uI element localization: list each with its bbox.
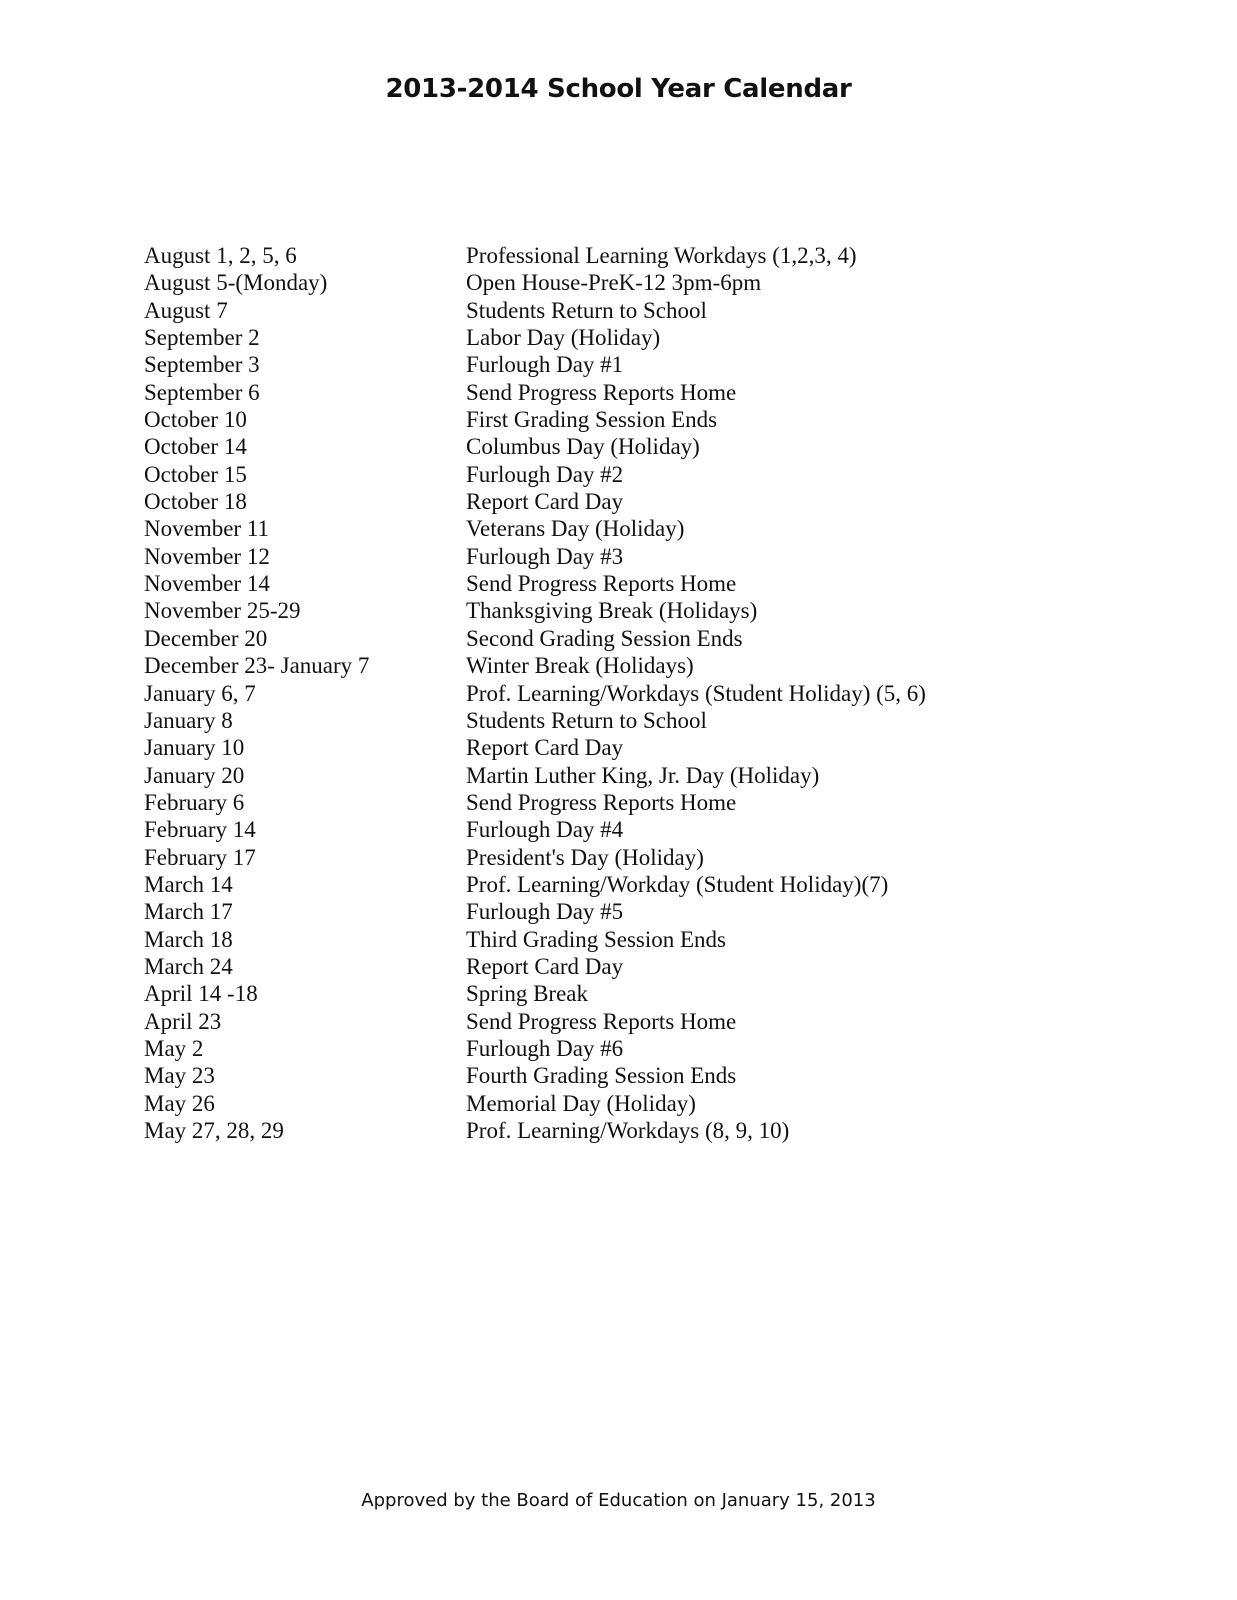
calendar-event: Send Progress Reports Home: [466, 1008, 737, 1034]
calendar-event: Furlough Day #4: [466, 817, 624, 843]
page-title: 2013-2014 School Year Calendar: [385, 74, 852, 104]
calendar-event: Furlough Day #3: [466, 543, 624, 569]
calendar-row: [144, 1035, 926, 1062]
calendar-event: Memorial Day (Holiday): [466, 1090, 696, 1116]
calendar-date: November 12: [144, 543, 270, 569]
calendar-event: Report Card Day: [466, 953, 624, 979]
calendar-event: Columbus Day (Holiday): [466, 434, 700, 460]
calendar-date: November 11: [144, 516, 269, 542]
calendar-event: Prof. Learning/Workdays (Student Holiday) (5, 6): [466, 680, 926, 706]
calendar-event: Students Return to School: [466, 707, 707, 733]
calendar-event: Fourth Grading Session Ends: [466, 1063, 737, 1089]
calendar-row: [144, 680, 926, 707]
calendar-date: May 2: [144, 1035, 204, 1061]
calendar-row: [144, 625, 926, 652]
calendar-date: April 23: [144, 1008, 222, 1034]
calendar-row: [144, 898, 926, 925]
calendar-row: [144, 515, 926, 542]
calendar-row: [144, 597, 926, 624]
calendar-row: [144, 789, 926, 816]
calendar-row: [144, 734, 926, 761]
calendar-event: Veterans Day (Holiday): [466, 516, 685, 542]
calendar-event: Send Progress Reports Home: [466, 379, 737, 405]
calendar-row: [144, 351, 926, 378]
calendar-row: [144, 324, 926, 351]
calendar-date: October 10: [144, 407, 247, 433]
calendar-event: First Grading Session Ends: [466, 407, 718, 433]
calendar-row: [144, 816, 926, 843]
calendar-event: President's Day (Holiday): [466, 844, 704, 870]
calendar-event: Open House-PreK-12 3pm-6pm: [466, 270, 762, 296]
calendar-date: May 23: [144, 1063, 215, 1089]
calendar-date: September 6: [144, 379, 260, 405]
calendar-event: Furlough Day #6: [466, 1035, 624, 1061]
calendar-event: Furlough Day #2: [466, 461, 624, 487]
calendar-event: Furlough Day #1: [466, 352, 624, 378]
calendar-event: Students Return to School: [466, 297, 707, 323]
calendar-row: [144, 543, 926, 570]
calendar-row: [144, 297, 926, 324]
calendar-event: Winter Break (Holidays): [466, 653, 694, 679]
calendar-date: February 6: [144, 789, 245, 815]
calendar-date: October 18: [144, 489, 247, 515]
calendar-row: [144, 926, 926, 953]
calendar-row: [144, 1090, 926, 1117]
calendar-event: Labor Day (Holiday): [466, 325, 661, 351]
calendar-row: [144, 242, 926, 269]
calendar-event: Thanksgiving Break (Holidays): [466, 598, 758, 624]
calendar-date: September 2: [144, 325, 260, 351]
calendar-date: August 5-(Monday): [144, 270, 328, 296]
calendar-event: Report Card Day: [466, 489, 624, 515]
calendar-row: [144, 1062, 926, 1089]
calendar-date: February 14: [144, 817, 256, 843]
calendar-date: April 14 -18: [144, 981, 258, 1007]
calendar-event: Spring Break: [466, 981, 589, 1007]
calendar-row: [144, 406, 926, 433]
calendar-event: Prof. Learning/Workdays (8, 9, 10): [466, 1118, 790, 1143]
calendar-date: November 25-29: [144, 598, 301, 624]
calendar-date: January 8: [144, 707, 233, 733]
calendar-row: [144, 379, 926, 406]
calendar-date: January 10: [144, 735, 245, 761]
calendar-row: [144, 1117, 926, 1144]
calendar-date: March 17: [144, 899, 233, 925]
calendar-row: [144, 433, 926, 460]
calendar-event: Send Progress Reports Home: [466, 571, 737, 597]
calendar-row: [144, 461, 926, 488]
calendar-row: [144, 953, 926, 980]
calendar-event: Second Grading Session Ends: [466, 625, 743, 651]
calendar-date: February 17: [144, 844, 256, 870]
calendar-list: [144, 242, 926, 1144]
calendar-date: November 14: [144, 571, 270, 597]
calendar-row: [144, 652, 926, 679]
calendar-row: [144, 488, 926, 515]
calendar-row: [144, 707, 926, 734]
calendar-date: December 20: [144, 625, 268, 651]
calendar-date: August 7: [144, 297, 228, 323]
calendar-date: May 27, 28, 29: [144, 1118, 284, 1143]
calendar-row: [144, 762, 926, 789]
calendar-row: [144, 871, 926, 898]
calendar-event: Report Card Day: [466, 735, 624, 761]
approval-note: Approved by the Board of Education on January 15, 2013: [361, 1490, 876, 1511]
calendar-row: [144, 570, 926, 597]
calendar-date: October 15: [144, 461, 247, 487]
calendar-date: October 14: [144, 434, 247, 460]
calendar-date: March 14: [144, 871, 233, 897]
calendar-event: Third Grading Session Ends: [466, 926, 727, 952]
calendar-date: March 24: [144, 953, 233, 979]
calendar-row: [144, 980, 926, 1007]
calendar-row: [144, 269, 926, 296]
calendar-event: Prof. Learning/Workday (Student Holiday)(7): [466, 871, 889, 897]
calendar-row: [144, 844, 926, 871]
calendar-row: [144, 1008, 926, 1035]
calendar-event: Professional Learning Workdays (1,2,3, 4): [466, 243, 857, 268]
calendar-date: January 20: [144, 762, 245, 788]
calendar-date: September 3: [144, 352, 260, 378]
calendar-event: Furlough Day #5: [466, 899, 624, 925]
calendar-date: May 26: [144, 1090, 215, 1116]
calendar-event: Send Progress Reports Home: [466, 789, 737, 815]
calendar-date: March 18: [144, 926, 233, 952]
calendar-date: August 1, 2, 5, 6: [144, 243, 297, 268]
calendar-event: Martin Luther King, Jr. Day (Holiday): [466, 762, 820, 788]
calendar-date: January 6, 7: [144, 680, 256, 706]
calendar-date: December 23- January 7: [144, 653, 370, 679]
